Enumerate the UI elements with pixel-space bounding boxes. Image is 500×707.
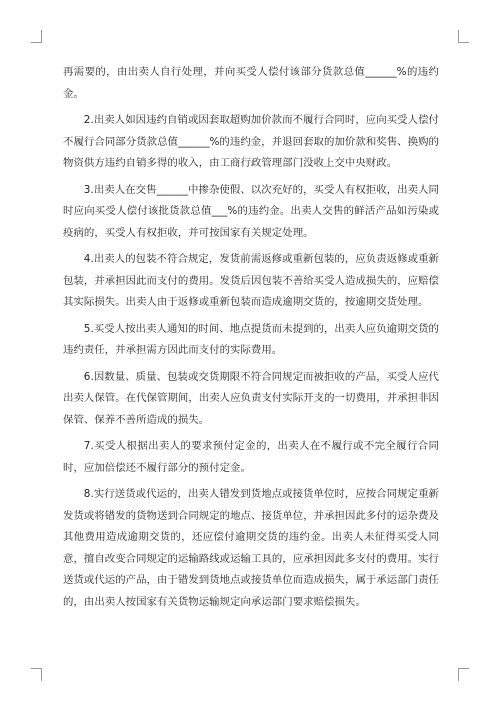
paragraph-continuation: 再需要的，由出卖人自行处理，并向买受人偿付该部分货款总值______%的违约金。 — [63, 66, 439, 100]
crop-mark-top-right — [458, 30, 469, 43]
paragraph-clause-3: 3.出卖人在交售______中掺杂使假、以次充好的，买受人有权拒收，出卖人同时应向买受人偿付该批货款总值___%的违约金。出卖人交售的鲜活产品如污染或疫病的，买受人有权拒收，并可按国家有关规定处理。 — [63, 183, 439, 239]
paragraph-clause-8: 8.实行送货或代运的，出卖人错发到货地点或接货单位时，应按合同规定重新发货或将错发的货物送到合同规定的地点、接货单位，并承担因此多付的运杂费及其他费用造成逾期交货的，还应偿付逾期交货的违约金。出卖人未征得买受人同意，擅自改变合同规定的运输路线或运输工具的，应承担因此多支付的费用。实行送货或代运的产品，由于错发到货地点或接货单位而造成损失，属于承运部门责任的，由出卖人按国家有关货物运输规定向承运部门要求赔偿损失。 — [63, 488, 439, 608]
paragraph-clause-7: 7.买受人根据出卖人的要求预付定金的，出卖人在不履行或不完全履行合同时，应加倍偿还不履行部分的预付定金。 — [63, 440, 439, 474]
paragraph-clause-6: 6.因数量、质量、包装或交货期限不符合同规定而被拒收的产品，买受人应代出卖人保管。在代保管期间，出卖人应负责支付实际开支的一切费用，并承担非因保管、保养不善所造成的损失。 — [63, 370, 439, 426]
crop-mark-top-left — [31, 30, 42, 43]
crop-mark-bottom-left — [31, 668, 42, 681]
document-body — [63, 62, 439, 618]
paragraph-clause-4: 4.出卖人的包装不符合规定，发货前需返修或重新包装的，应负责返修或重新包装，并承担因此而支付的费用。发货后因包装不善给买受人造成损失的，应赔偿其实际损失。出卖人由于返修或重新包装而造成逾期交货的，按逾期交货处理。 — [63, 253, 439, 308]
paragraph-clause-2: 2.出卖人如因违约自销或因套取超购加价款而不履行合同时，应向买受人偿付不履行合同部分货款总值______%的违约金，并退回套取的加价款和奖售、换购的物资供方违约自销多得的收入，由工商行政管理部门没收上交中央财政。 — [63, 114, 439, 169]
paragraph-clause-5: 5.买受人按出卖人通知的时间、地点提货而未提到的，出卖人应负逾期交货的违约责任，并承担需方因此而支付的实际费用。 — [63, 322, 439, 356]
crop-mark-bottom-right — [458, 668, 469, 681]
